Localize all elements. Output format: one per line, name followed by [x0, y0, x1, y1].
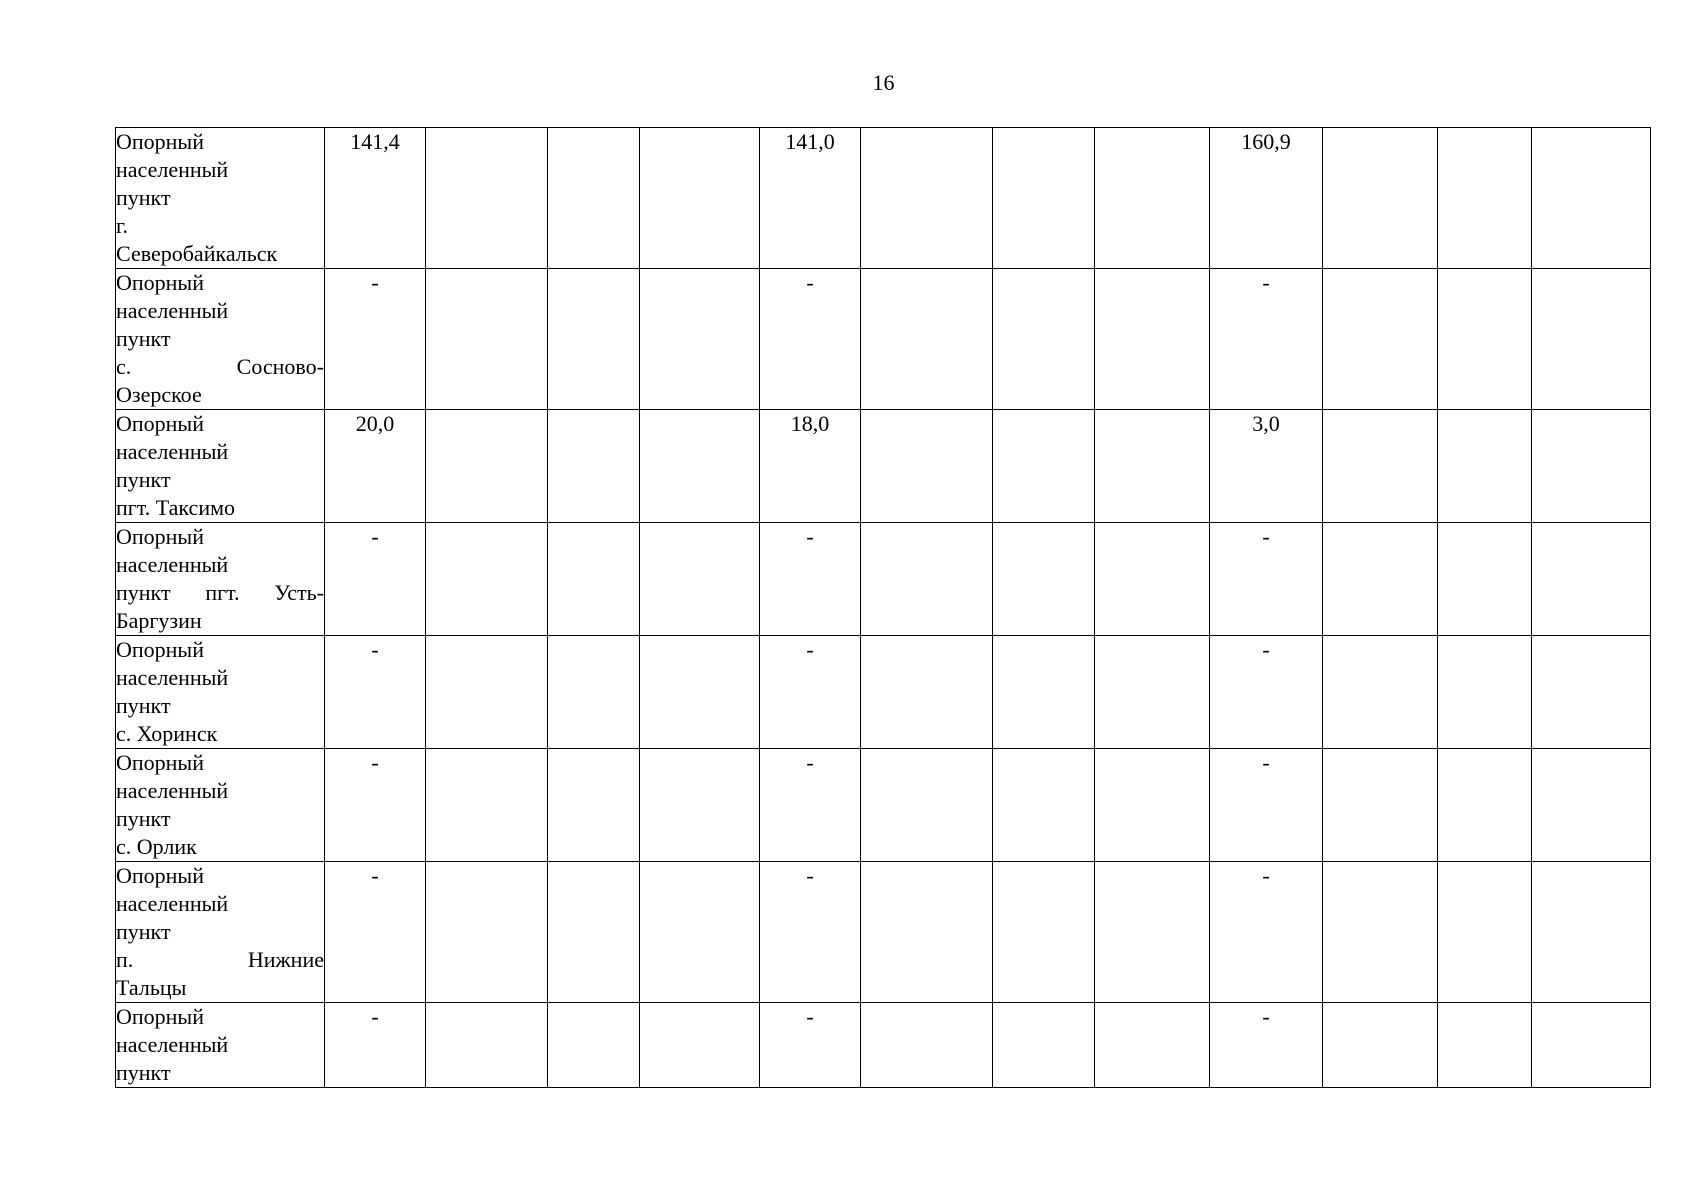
settlement-name-line: населенный — [116, 298, 229, 323]
value-cell: - — [325, 636, 426, 749]
settlement-name-word: Нижние — [247, 947, 324, 972]
value-cell — [640, 749, 760, 862]
value-cell — [548, 749, 640, 862]
settlement-name-cell — [116, 862, 325, 1003]
value-cell — [1095, 636, 1210, 749]
value-cell: - — [760, 1003, 861, 1088]
value-cell: - — [325, 749, 426, 862]
value-cell — [861, 410, 993, 523]
settlement-name-line: населенный — [116, 891, 229, 916]
value-cell: - — [760, 269, 861, 410]
table-row — [116, 862, 1651, 1003]
value-cell — [426, 1003, 548, 1088]
settlement-name-cell — [116, 269, 325, 410]
value-cell — [426, 749, 548, 862]
table-row — [116, 523, 1651, 636]
table-row — [116, 128, 1651, 269]
value-cell — [1438, 1003, 1532, 1088]
value-cell: - — [325, 523, 426, 636]
settlement-name-line: населенный — [116, 552, 229, 577]
value-cell — [640, 128, 760, 269]
settlement-name-word: п. — [116, 947, 134, 972]
value-cell — [1438, 128, 1532, 269]
value-cell — [993, 269, 1095, 410]
value-cell — [1095, 749, 1210, 862]
value-cell — [861, 128, 993, 269]
value-cell — [1532, 410, 1651, 523]
value-cell — [1095, 269, 1210, 410]
settlement-name-line: с. Орлик — [116, 834, 197, 859]
value-cell: - — [1210, 862, 1323, 1003]
value-cell — [548, 269, 640, 410]
value-cell — [861, 749, 993, 862]
value-cell — [1095, 1003, 1210, 1088]
value-cell — [1438, 410, 1532, 523]
settlement-name-line: пгт. Таксимо — [116, 495, 236, 520]
settlement-name-cell — [116, 1003, 325, 1088]
value-cell: - — [760, 862, 861, 1003]
table-row — [116, 1003, 1651, 1088]
value-cell — [640, 636, 760, 749]
settlement-name-line: населенный — [116, 439, 229, 464]
settlement-name-word: пгт. — [205, 580, 240, 605]
settlement-name-line: пункт — [116, 326, 171, 351]
value-cell: - — [1210, 1003, 1323, 1088]
value-cell — [548, 862, 640, 1003]
settlement-name-line: г. — [116, 213, 129, 238]
settlement-name-line: населенный — [116, 1032, 229, 1057]
settlement-name-line: населенный — [116, 778, 229, 803]
value-cell — [1095, 128, 1210, 269]
settlement-name-line: пункт — [116, 185, 171, 210]
value-cell: - — [325, 1003, 426, 1088]
value-cell: 3,0 — [1210, 410, 1323, 523]
table-row — [116, 749, 1651, 862]
value-cell: 141,0 — [760, 128, 861, 269]
settlement-name-line: Опорный — [116, 1004, 204, 1029]
settlement-name-line: Северобайкальск — [116, 241, 278, 266]
settlement-name-line: Опорный — [116, 129, 204, 154]
settlement-name-line: пункт — [116, 919, 171, 944]
settlement-name-cell — [116, 636, 325, 749]
value-cell — [640, 1003, 760, 1088]
value-cell — [861, 862, 993, 1003]
value-cell — [1532, 523, 1651, 636]
value-cell: - — [1210, 749, 1323, 862]
value-cell — [640, 862, 760, 1003]
settlement-name-line: пункт — [116, 806, 171, 831]
table-row — [116, 410, 1651, 523]
value-cell: 141,4 — [325, 128, 426, 269]
value-cell — [1438, 269, 1532, 410]
value-cell — [1532, 269, 1651, 410]
value-cell — [426, 636, 548, 749]
settlement-name-word: Сосново- — [236, 354, 324, 379]
value-cell: 18,0 — [760, 410, 861, 523]
value-cell — [1095, 523, 1210, 636]
value-cell — [1323, 269, 1438, 410]
value-cell: - — [1210, 523, 1323, 636]
settlement-name-line: населенный — [116, 157, 229, 182]
value-cell — [1532, 128, 1651, 269]
value-cell — [548, 410, 640, 523]
data-table — [115, 127, 1651, 1088]
value-cell — [1323, 1003, 1438, 1088]
value-cell — [640, 269, 760, 410]
settlement-name-cell — [116, 523, 325, 636]
value-cell: - — [325, 269, 426, 410]
settlement-name-cell — [116, 128, 325, 269]
settlement-name-word: пункт — [116, 580, 171, 605]
page-number: 16 — [872, 70, 895, 95]
value-cell — [640, 410, 760, 523]
value-cell — [1438, 523, 1532, 636]
value-cell — [861, 1003, 993, 1088]
value-cell — [1323, 862, 1438, 1003]
settlement-name-line: Опорный — [116, 524, 204, 549]
value-cell — [1323, 523, 1438, 636]
settlement-name-line: Озерское — [116, 382, 202, 407]
value-cell — [1532, 636, 1651, 749]
value-cell — [548, 636, 640, 749]
value-cell — [548, 523, 640, 636]
settlement-name-line: пункт — [116, 1060, 171, 1085]
value-cell — [993, 410, 1095, 523]
value-cell — [993, 862, 1095, 1003]
value-cell — [548, 128, 640, 269]
settlement-name-word: с. — [116, 354, 132, 379]
settlement-name-line: пункт — [116, 693, 171, 718]
table-row — [116, 269, 1651, 410]
value-cell — [1095, 862, 1210, 1003]
value-cell: 20,0 — [325, 410, 426, 523]
value-cell — [1323, 749, 1438, 862]
value-cell — [993, 1003, 1095, 1088]
settlement-name-line: Опорный — [116, 750, 204, 775]
table-body — [116, 128, 1651, 1088]
settlement-name-line: пункт — [116, 467, 171, 492]
settlement-name-line: Опорный — [116, 411, 204, 436]
value-cell — [1438, 636, 1532, 749]
value-cell — [548, 1003, 640, 1088]
value-cell — [1532, 1003, 1651, 1088]
settlement-name-justified-line — [116, 579, 324, 607]
settlement-name-justified-line — [116, 353, 324, 381]
value-cell — [1532, 749, 1651, 862]
value-cell: - — [325, 862, 426, 1003]
settlement-name-justified-line — [116, 946, 324, 974]
value-cell — [1323, 636, 1438, 749]
value-cell: - — [760, 636, 861, 749]
value-cell — [426, 523, 548, 636]
value-cell — [1438, 749, 1532, 862]
value-cell — [993, 523, 1095, 636]
value-cell: - — [1210, 636, 1323, 749]
value-cell — [861, 523, 993, 636]
settlement-name-line: Опорный — [116, 863, 204, 888]
settlement-name-line: Опорный — [116, 270, 204, 295]
value-cell: - — [760, 523, 861, 636]
value-cell — [640, 523, 760, 636]
value-cell — [993, 636, 1095, 749]
value-cell — [1438, 862, 1532, 1003]
value-cell: - — [1210, 269, 1323, 410]
value-cell — [1323, 128, 1438, 269]
settlement-name-line: Баргузин — [116, 608, 202, 633]
value-cell — [426, 269, 548, 410]
value-cell — [861, 636, 993, 749]
settlement-name-line: населенный — [116, 665, 229, 690]
value-cell — [426, 862, 548, 1003]
value-cell — [993, 749, 1095, 862]
value-cell: 160,9 — [1210, 128, 1323, 269]
settlement-name-line: Тальцы — [116, 975, 187, 1000]
settlement-name-cell — [116, 749, 325, 862]
value-cell — [1323, 410, 1438, 523]
settlement-name-line: Опорный — [116, 637, 204, 662]
value-cell — [426, 410, 548, 523]
value-cell — [1095, 410, 1210, 523]
value-cell — [861, 269, 993, 410]
value-cell: - — [760, 749, 861, 862]
settlement-name-word: Усть- — [274, 580, 324, 605]
settlement-name-cell — [116, 410, 325, 523]
settlement-name-line: с. Хоринск — [116, 721, 218, 746]
value-cell — [1532, 862, 1651, 1003]
value-cell — [426, 128, 548, 269]
value-cell — [993, 128, 1095, 269]
table-row — [116, 636, 1651, 749]
